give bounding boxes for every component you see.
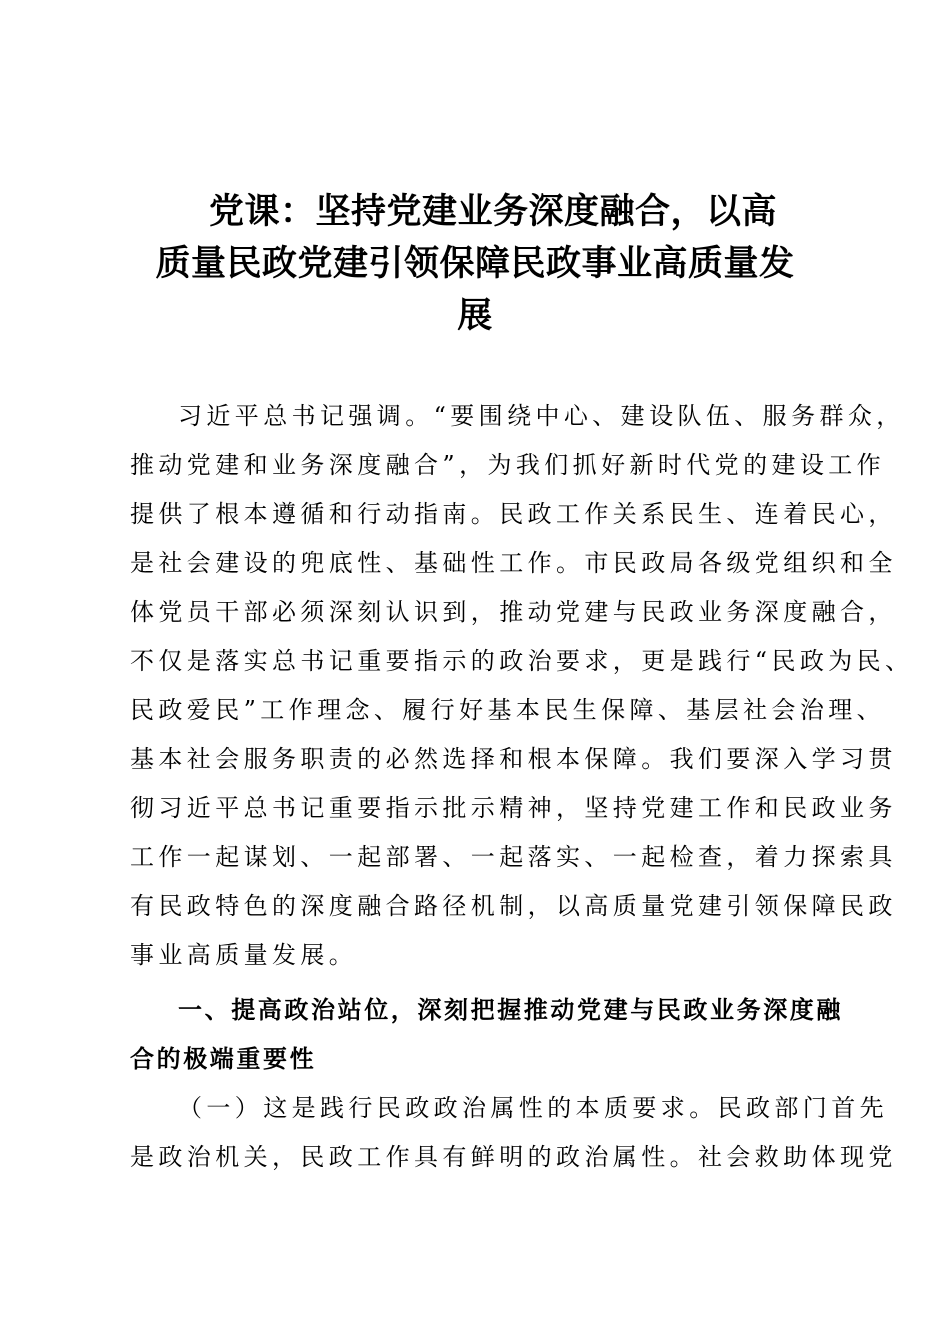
section-heading	[130, 986, 850, 1084]
text-line: 工作一起谋划、一起部署、一起落实、一起检查，着力探索具	[130, 843, 897, 871]
text-line: 是政治机关，民政工作具有鲜明的政治属性。社会救助体现党	[130, 1143, 897, 1171]
subsection-paragraph	[130, 1084, 897, 1182]
text-line: 民政爱民”工作理念、履行好基本民生保障、基层社会治理、	[130, 696, 886, 724]
text-line: 体党员干部必须深刻认识到，推动党建与民政业务深度融合，	[130, 598, 897, 626]
document-title	[120, 186, 830, 342]
text-line: 提供了根本遵循和行动指南。民政工作关系民生、连着民心，	[130, 500, 897, 528]
document-body	[130, 392, 914, 1182]
text-line: 基本社会服务职责的必然选择和根本保障。我们要深入学习贯	[130, 745, 897, 773]
heading-line: 合的极端重要性	[130, 1045, 317, 1073]
heading-line: 一、提高政治站位，深刻把握推动党建与民政业务深度融	[178, 996, 843, 1024]
text-line: （一）这是践行民政政治属性的本质要求。民政部门首先	[178, 1094, 888, 1122]
text-line: 有民政特色的深度融合路径机制，以高质量党建引领保障民政	[130, 892, 897, 920]
title-line: 展	[457, 296, 493, 336]
title-line: 质量民政党建引领保障民政事业高质量发	[155, 244, 795, 284]
text-line: 推动党建和业务深度融合”，为我们抓好新时代党的建设工作	[130, 451, 886, 479]
text-line: 习近平总书记强调。“要围绕中心、建设队伍、服务群众，	[178, 402, 905, 430]
intro-paragraph	[130, 392, 914, 980]
text-line: 不仅是落实总书记重要指示的政治要求，更是践行“民政为民、	[130, 647, 914, 675]
title-line: 党课：坚持党建业务深度融合，以高	[208, 192, 777, 232]
text-line: 是社会建设的兜底性、基础性工作。市民政局各级党组织和全	[130, 549, 897, 577]
text-line: 事业高质量发展。	[130, 941, 358, 969]
text-line: 彻习近平总书记重要指示批示精神，坚持党建工作和民政业务	[130, 794, 897, 822]
